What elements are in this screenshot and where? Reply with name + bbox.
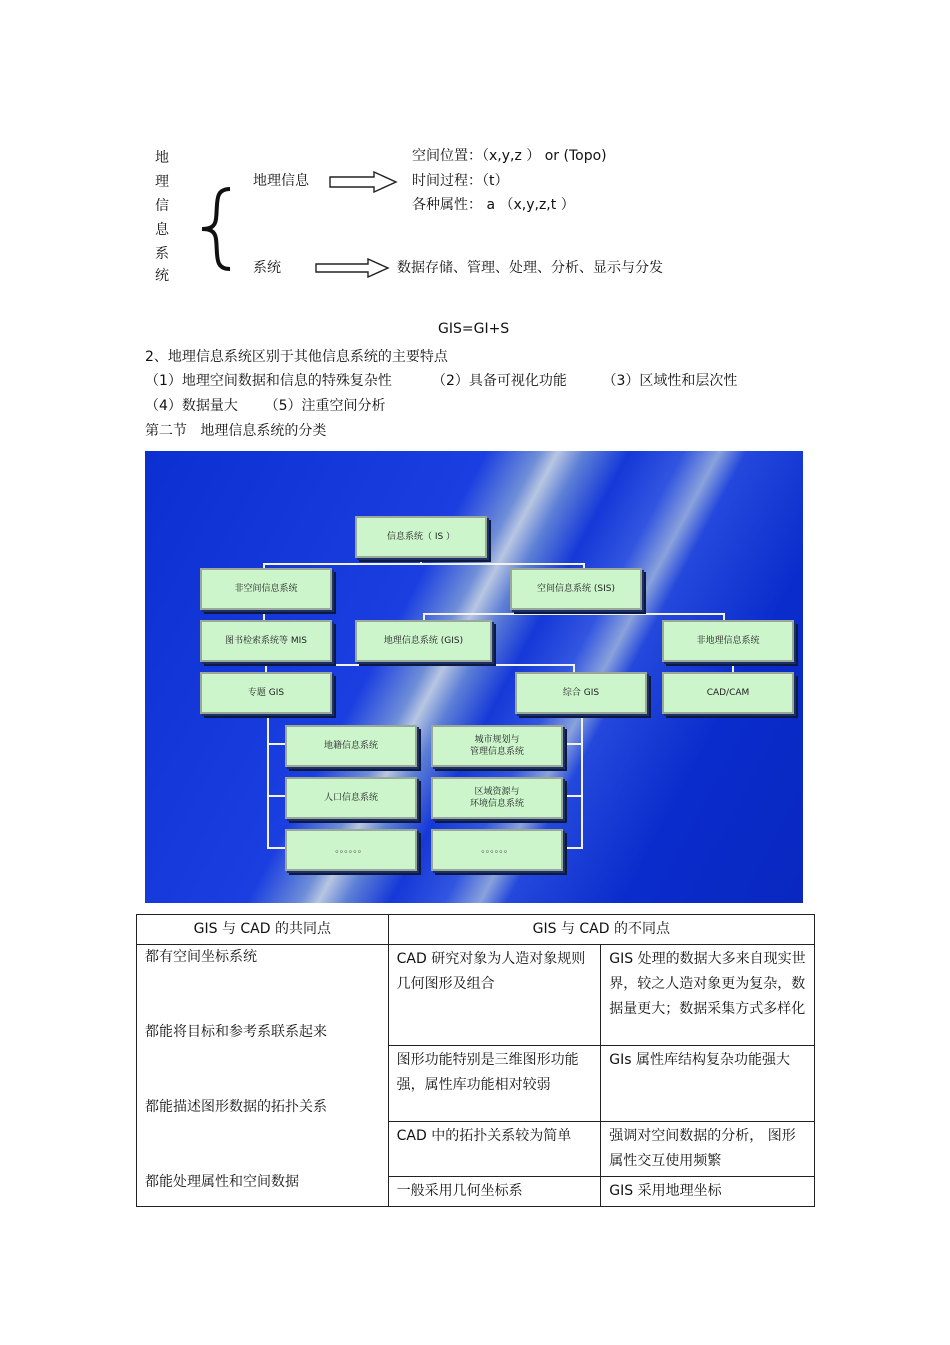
title-char: 系 bbox=[155, 246, 169, 262]
title-char: 理 bbox=[155, 174, 169, 190]
attr-line-position: 空间位置：（x,y,z ） or (Topo) bbox=[412, 148, 607, 164]
gis-diff-cell: 强调对空间数据的分析， 图形属性交互使用频繁 bbox=[601, 1122, 815, 1177]
connector bbox=[563, 795, 583, 797]
node-gis: 地理信息系统 (GIS) bbox=[355, 620, 492, 662]
connector bbox=[267, 795, 285, 797]
section2-line2: （4）数据量大 （5）注重空间分析 bbox=[145, 398, 386, 414]
table-header-row bbox=[137, 915, 815, 945]
connector bbox=[263, 563, 585, 565]
connector bbox=[267, 847, 285, 849]
node-urban-planning: 城市规划与 管理信息系统 bbox=[431, 725, 563, 767]
connector bbox=[423, 613, 725, 615]
arrow-right-icon bbox=[328, 171, 400, 193]
cad-diff-cell: CAD 研究对象为人造对象规则几何图形及组合 bbox=[388, 945, 601, 1046]
title-char: 息 bbox=[155, 222, 169, 238]
node-ellipsis: 。。。。。。 bbox=[431, 829, 563, 871]
gis-diff-cell: GIs 属性库结构复杂功能强大 bbox=[601, 1046, 815, 1122]
same-point: 都有空间坐标系统 bbox=[145, 949, 257, 965]
gis-diff-cell: GIS 处理的数据大多来自现实世界，较之人造对象更为复杂，数据量更大；数据采集方式多样化 bbox=[601, 945, 815, 1046]
section-title: 第二节 地理信息系统的分类 bbox=[145, 423, 327, 439]
connector bbox=[563, 743, 583, 745]
node-regional-resources: 区域资源与 环境信息系统 bbox=[431, 777, 563, 819]
gis-diff-cell: GIS 采用地理坐标 bbox=[601, 1177, 815, 1207]
classification-diagram bbox=[145, 451, 803, 903]
connector bbox=[267, 743, 285, 745]
node-integrated-gis: 综合 GIS bbox=[515, 672, 647, 714]
connector bbox=[265, 664, 267, 672]
node-non-spatial: 非空间信息系统 bbox=[200, 568, 332, 610]
curly-brace bbox=[196, 185, 236, 273]
header-diff: GIS 与 CAD 的不同点 bbox=[388, 915, 814, 945]
connector bbox=[265, 664, 575, 666]
table-row bbox=[137, 945, 815, 1046]
header-same: GIS 与 CAD 的共同点 bbox=[137, 915, 389, 945]
cad-diff-cell: CAD 中的拓扑关系较为简单 bbox=[388, 1122, 601, 1177]
connector bbox=[267, 709, 269, 847]
node-library-mis: 图书检索系统等 MIS bbox=[200, 620, 332, 662]
node-information-system: 信息系统（ IS ） bbox=[355, 516, 487, 558]
section2-line1: （1）地理空间数据和信息的特殊复杂性 （2）具备可视化功能 （3）区域性和层次性 bbox=[145, 373, 738, 389]
connector bbox=[573, 664, 575, 672]
title-char: 信 bbox=[155, 198, 169, 214]
node-spatial: 空间信息系统 (SIS) bbox=[510, 568, 642, 610]
same-point: 都能处理属性和空间数据 bbox=[145, 1174, 299, 1190]
gis-cad-comparison-table bbox=[136, 914, 815, 1207]
section2-heading: 2、地理信息系统区别于其他信息系统的主要特点 bbox=[145, 349, 448, 365]
system-desc: 数据存储、管理、处理、分析、显示与分发 bbox=[397, 260, 663, 276]
same-point: 都能描述图形数据的拓扑关系 bbox=[145, 1099, 327, 1115]
node-cadcam: CAD/CAM bbox=[662, 672, 794, 714]
same-point: 都能将目标和参考系联系起来 bbox=[145, 1024, 327, 1040]
node-ellipsis: 。。。。。。 bbox=[285, 829, 417, 871]
arrow-right-icon bbox=[314, 258, 392, 278]
formula: GIS=GI+S bbox=[438, 321, 510, 337]
cad-diff-cell: 一般采用几何坐标系 bbox=[388, 1177, 601, 1207]
connector bbox=[563, 847, 583, 849]
connector bbox=[581, 709, 583, 847]
title-char: 地 bbox=[155, 150, 169, 166]
cad-diff-cell: 图形功能特别是三维图形功能强，属性库功能相对较弱 bbox=[388, 1046, 601, 1122]
node-cadastral: 地籍信息系统 bbox=[285, 725, 417, 767]
geo-info-label: 地理信息 bbox=[253, 173, 309, 189]
node-non-geo: 非地理信息系统 bbox=[662, 620, 794, 662]
node-thematic-gis: 专题 GIS bbox=[200, 672, 332, 714]
node-population: 人口信息系统 bbox=[285, 777, 417, 819]
same-points-cell bbox=[137, 945, 389, 1207]
title-char: 统 bbox=[155, 268, 169, 284]
attr-line-time: 时间过程：（t） bbox=[412, 173, 509, 189]
system-label: 系统 bbox=[253, 260, 281, 276]
attr-line-attributes: 各种属性： a （x,y,z,t ） bbox=[412, 197, 575, 213]
